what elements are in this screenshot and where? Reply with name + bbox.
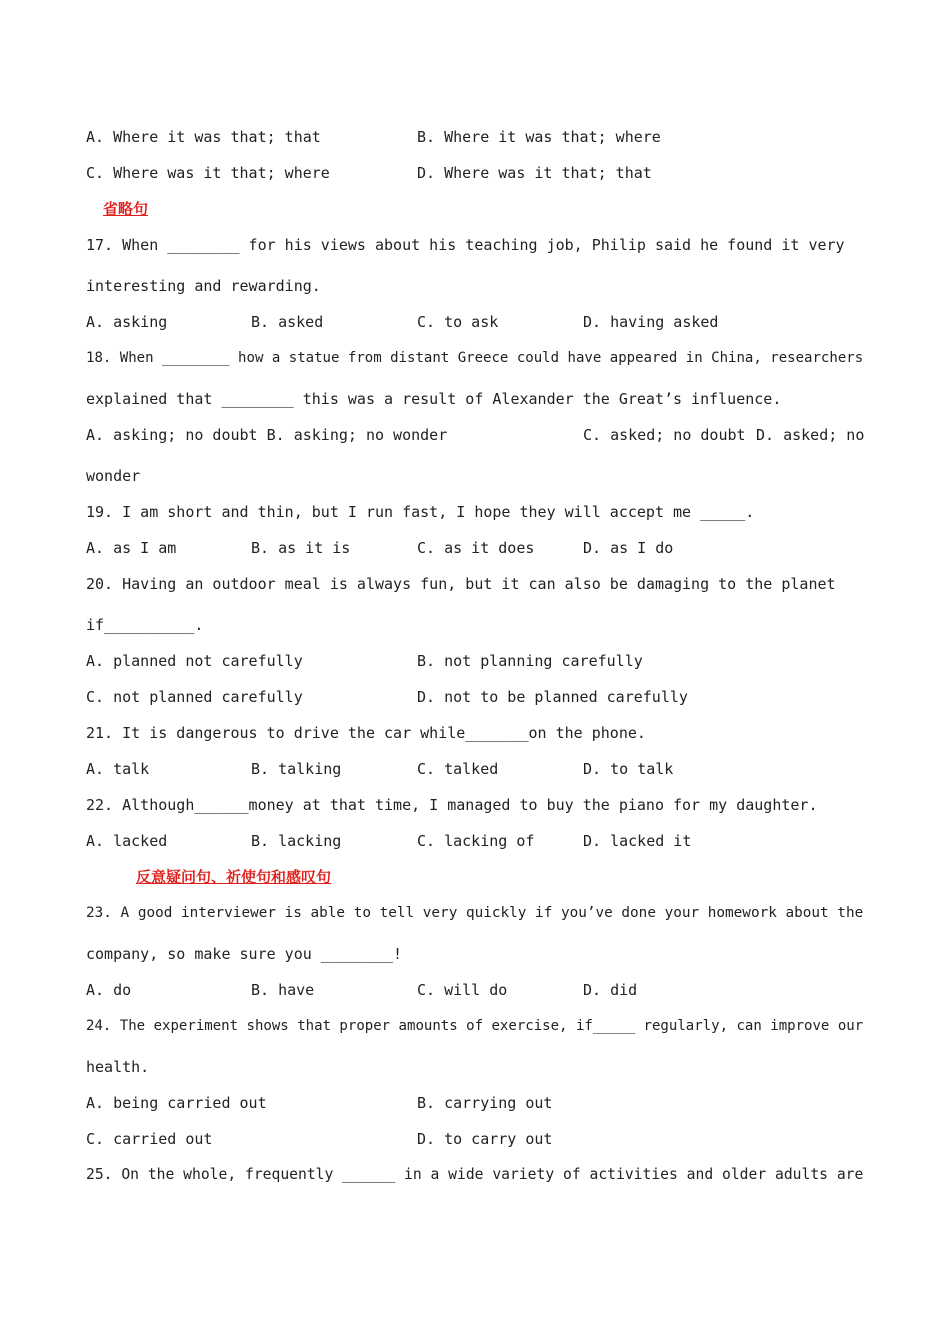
q22-option-b: B. lacking bbox=[251, 832, 342, 850]
q18-options-ab: A. asking; no doubt B. asking; no wonder bbox=[86, 426, 448, 444]
q20-stem-line1: 20. Having an outdoor meal is always fun, but it can also be damaging to the planet bbox=[86, 575, 836, 593]
q22-option-c: C. lacking of bbox=[417, 832, 535, 850]
q23-stem-line1: 23. A good interviewer is able to tell very quickly if you’ve done your homework about the bbox=[86, 905, 864, 921]
section-heading-question-tags: 反意疑问句、祈使句和感叹句 bbox=[136, 868, 332, 886]
q16-option-b: B. Where it was that; where bbox=[417, 128, 661, 146]
q19-option-a: A. as I am bbox=[86, 539, 177, 557]
q24-option-d: D. to carry out bbox=[417, 1130, 553, 1148]
q18-option-d: D. asked; no bbox=[756, 426, 865, 444]
q17-option-d: D. having asked bbox=[583, 313, 719, 331]
q19-option-b: B. as it is bbox=[251, 539, 351, 557]
q19-stem-line1: 19. I am short and thin, but I run fast, I hope they will accept me _____. bbox=[86, 503, 755, 521]
q23-option-b: B. have bbox=[251, 981, 315, 999]
q23-stem-line2: company, so make sure you ________! bbox=[86, 945, 403, 963]
q16-option-d: D. Where was it that; that bbox=[417, 164, 652, 182]
q20-option-d: D. not to be planned carefully bbox=[417, 688, 688, 706]
q17-option-a: A. asking bbox=[86, 313, 168, 331]
q21-option-c: C. talked bbox=[417, 760, 499, 778]
q24-option-c: C. carried out bbox=[86, 1130, 213, 1148]
q18-stem-line1: 18. When ________ how a statue from distant Greece could have appeared in China, researchers bbox=[86, 350, 864, 366]
q20-option-a: A. planned not carefully bbox=[86, 652, 303, 670]
q20-option-b: B. not planning carefully bbox=[417, 652, 643, 670]
q21-option-b: B. talking bbox=[251, 760, 342, 778]
q24-stem-line1: 24. The experiment shows that proper amounts of exercise, if_____ regularly, can improve our bbox=[86, 1018, 864, 1034]
q18-option-c: C. asked; no doubt bbox=[583, 426, 746, 444]
q22-stem-line1: 22. Although______money at that time, I managed to buy the piano for my daughter. bbox=[86, 796, 818, 814]
q19-option-c: C. as it does bbox=[417, 539, 535, 557]
section-heading-ellipsis: 省略句 bbox=[103, 200, 149, 218]
q21-option-d: D. to talk bbox=[583, 760, 674, 778]
q23-option-c: C. will do bbox=[417, 981, 508, 999]
q19-option-d: D. as I do bbox=[583, 539, 674, 557]
q23-option-a: A. do bbox=[86, 981, 132, 999]
q16-option-c: C. Where was it that; where bbox=[86, 164, 330, 182]
q17-option-b: B. asked bbox=[251, 313, 324, 331]
q22-option-a: A. lacked bbox=[86, 832, 168, 850]
q16-option-a: A. Where it was that; that bbox=[86, 128, 321, 146]
q21-option-a: A. talk bbox=[86, 760, 150, 778]
q24-stem-line2: health. bbox=[86, 1058, 150, 1076]
q23-option-d: D. did bbox=[583, 981, 638, 999]
q24-option-b: B. carrying out bbox=[417, 1094, 553, 1112]
q22-option-d: D. lacked it bbox=[583, 832, 692, 850]
q21-stem-line1: 21. It is dangerous to drive the car while_______on the phone. bbox=[86, 724, 646, 742]
q17-stem-line1: 17. When ________ for his views about his teaching job, Philip said he found it very bbox=[86, 236, 845, 254]
q24-option-a: A. being carried out bbox=[86, 1094, 267, 1112]
q17-option-c: C. to ask bbox=[417, 313, 499, 331]
q18-option-d-wrap: wonder bbox=[86, 467, 141, 485]
q25-stem-line1: 25. On the whole, frequently ______ in a wide variety of activities and older adults are bbox=[86, 1166, 864, 1183]
q20-stem-line2: if__________. bbox=[86, 616, 204, 634]
q20-option-c: C. not planned carefully bbox=[86, 688, 303, 706]
q17-stem-line2: interesting and rewarding. bbox=[86, 277, 321, 295]
q18-stem-line2: explained that ________ this was a result of Alexander the Great’s influence. bbox=[86, 390, 782, 408]
